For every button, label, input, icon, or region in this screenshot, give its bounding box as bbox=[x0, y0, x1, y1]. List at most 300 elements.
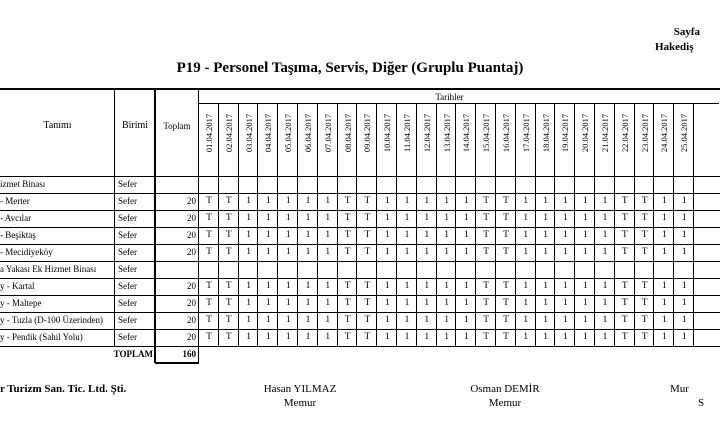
day-mark: 1 bbox=[384, 315, 390, 325]
day-mark: 1 bbox=[523, 196, 529, 206]
day-mark: 1 bbox=[404, 281, 410, 291]
day-mark: 1 bbox=[582, 315, 588, 325]
day-mark: 1 bbox=[404, 213, 410, 223]
date-header bbox=[675, 103, 693, 163]
row-name: - Merter bbox=[0, 196, 30, 206]
row-total: 20 bbox=[187, 315, 196, 325]
date-header-label: 19.04.2017 bbox=[560, 113, 571, 153]
signature-hasan-name: Hasan YILMAZ bbox=[263, 383, 337, 395]
day-mark: T bbox=[364, 315, 371, 325]
date-header bbox=[596, 103, 614, 163]
day-mark: 1 bbox=[662, 298, 667, 308]
row-divider bbox=[0, 261, 720, 262]
day-mark: 1 bbox=[305, 298, 311, 308]
day-mark: T bbox=[364, 196, 371, 206]
day-mark: 1 bbox=[464, 281, 469, 291]
day-mark: 1 bbox=[464, 196, 469, 206]
day-mark: T bbox=[641, 213, 648, 223]
date-header-label: 09.04.2017 bbox=[362, 113, 373, 153]
col-divider-toplam bbox=[154, 88, 156, 363]
day-mark: 1 bbox=[404, 315, 410, 325]
row-unit: Sefer bbox=[118, 332, 137, 342]
day-mark: 1 bbox=[325, 298, 331, 308]
day-mark: 1 bbox=[325, 315, 331, 325]
date-col-divider bbox=[416, 103, 417, 346]
row-unit: Sefer bbox=[118, 281, 137, 291]
row-unit: Sefer bbox=[118, 298, 137, 308]
day-mark: 1 bbox=[246, 230, 251, 240]
day-mark: T bbox=[344, 247, 351, 257]
date-header-label: 03.04.2017 bbox=[243, 113, 254, 153]
day-mark: T bbox=[621, 196, 628, 206]
day-mark: 1 bbox=[563, 298, 568, 308]
day-mark: T bbox=[364, 332, 371, 342]
page-info-line1: Sayfa bbox=[673, 26, 700, 38]
date-header-label: 23.04.2017 bbox=[639, 113, 650, 153]
row-divider bbox=[0, 278, 720, 279]
day-mark: T bbox=[641, 315, 648, 325]
footer-label: TOPLAM bbox=[113, 349, 153, 359]
day-mark: 1 bbox=[543, 213, 548, 223]
day-mark: 1 bbox=[424, 281, 430, 291]
day-mark: T bbox=[621, 298, 628, 308]
day-mark: T bbox=[503, 332, 509, 342]
day-mark: 1 bbox=[602, 196, 608, 206]
day-mark: 1 bbox=[681, 281, 687, 291]
day-mark: 1 bbox=[681, 230, 687, 240]
day-mark: T bbox=[621, 281, 628, 291]
day-mark: T bbox=[225, 298, 232, 308]
row-unit: Sefer bbox=[118, 264, 137, 274]
signature-company bbox=[0, 382, 160, 396]
row-total: 20 bbox=[187, 247, 196, 257]
day-mark: T bbox=[206, 315, 212, 325]
day-mark: T bbox=[225, 315, 232, 325]
day-mark: 1 bbox=[523, 281, 529, 291]
day-mark: 1 bbox=[563, 230, 568, 240]
day-mark: 1 bbox=[543, 332, 548, 342]
day-mark: 1 bbox=[325, 230, 331, 240]
day-mark: 1 bbox=[602, 247, 608, 257]
date-header-label: 17.04.2017 bbox=[520, 113, 531, 153]
date-header bbox=[517, 103, 535, 163]
day-mark: 1 bbox=[464, 315, 469, 325]
signature-hasan bbox=[220, 382, 380, 410]
day-mark: 1 bbox=[285, 298, 291, 308]
day-mark: T bbox=[503, 315, 509, 325]
header-tarihler: Tarihler bbox=[435, 92, 464, 102]
date-header-label: 24.04.2017 bbox=[659, 113, 670, 153]
day-mark: T bbox=[641, 332, 648, 342]
date-header bbox=[279, 103, 297, 163]
date-header bbox=[319, 103, 337, 163]
day-mark: 1 bbox=[384, 247, 390, 257]
row-name: y - Tuzla (D-100 Üzerinden) bbox=[0, 315, 103, 325]
row-unit: Sefer bbox=[118, 247, 137, 257]
day-mark: 1 bbox=[681, 298, 687, 308]
day-mark: 1 bbox=[582, 281, 588, 291]
date-header bbox=[477, 103, 495, 163]
day-mark: 1 bbox=[404, 298, 410, 308]
day-mark: T bbox=[621, 315, 628, 325]
day-mark: T bbox=[641, 247, 648, 257]
day-mark: 1 bbox=[523, 230, 529, 240]
row-unit: Sefer bbox=[118, 315, 137, 325]
day-mark: 1 bbox=[246, 196, 251, 206]
day-mark: 1 bbox=[285, 247, 291, 257]
day-mark: 1 bbox=[563, 315, 568, 325]
day-mark: 1 bbox=[681, 315, 687, 325]
day-mark: 1 bbox=[662, 196, 667, 206]
date-header-label: 18.04.2017 bbox=[540, 113, 551, 153]
date-col-divider bbox=[257, 103, 258, 346]
date-col-divider bbox=[693, 103, 694, 346]
row-unit: Sefer bbox=[118, 213, 137, 223]
header-tanimi: Tanımı bbox=[43, 120, 72, 131]
day-mark: T bbox=[225, 247, 232, 257]
day-mark: 1 bbox=[582, 247, 588, 257]
day-mark: 1 bbox=[266, 332, 271, 342]
day-mark: T bbox=[344, 315, 351, 325]
date-header bbox=[438, 103, 456, 163]
day-mark: 1 bbox=[404, 332, 410, 342]
date-col-divider bbox=[317, 103, 318, 346]
date-header-label: 21.04.2017 bbox=[600, 113, 610, 153]
date-header-label: 05.04.2017 bbox=[283, 113, 294, 153]
row-total: 20 bbox=[187, 196, 196, 206]
day-mark: 1 bbox=[246, 315, 251, 325]
day-mark: T bbox=[225, 281, 232, 291]
day-mark: 1 bbox=[602, 298, 608, 308]
day-mark: 1 bbox=[305, 281, 311, 291]
day-mark: 1 bbox=[246, 281, 251, 291]
day-mark: T bbox=[641, 196, 648, 206]
date-header bbox=[240, 103, 258, 163]
row-total: 20 bbox=[187, 230, 196, 240]
day-mark: T bbox=[621, 247, 628, 257]
row-name: - Avcılar bbox=[0, 213, 32, 223]
day-mark: 1 bbox=[444, 315, 449, 325]
signature-company-name: r Turizm San. Tic. Ltd. Şti. bbox=[0, 383, 127, 395]
date-col-divider bbox=[356, 103, 357, 346]
date-header bbox=[378, 103, 396, 163]
date-header bbox=[537, 103, 555, 163]
row-name: - Mecidiyeköy bbox=[0, 247, 53, 257]
date-header-label: 10.04.2017 bbox=[382, 113, 393, 153]
day-mark: 1 bbox=[662, 213, 667, 223]
signature-fourth-role: S bbox=[698, 397, 705, 409]
day-mark: 1 bbox=[444, 281, 449, 291]
day-mark: T bbox=[483, 315, 490, 325]
header-birimi: Birimi bbox=[121, 120, 149, 131]
day-mark: 1 bbox=[602, 213, 608, 223]
day-mark: T bbox=[483, 247, 490, 257]
day-mark: 1 bbox=[325, 213, 331, 223]
day-mark: 1 bbox=[424, 247, 430, 257]
day-mark: 1 bbox=[681, 196, 687, 206]
day-mark: 1 bbox=[384, 196, 390, 206]
day-mark: 1 bbox=[662, 315, 667, 325]
date-col-divider bbox=[495, 103, 496, 346]
day-mark: 1 bbox=[543, 281, 548, 291]
day-mark: 1 bbox=[266, 196, 271, 206]
date-col-divider bbox=[475, 103, 476, 346]
day-mark: 1 bbox=[285, 196, 291, 206]
page-info-line2: Hakediş bbox=[655, 41, 694, 53]
row-divider bbox=[0, 312, 720, 313]
day-mark: T bbox=[621, 230, 628, 240]
day-mark: 1 bbox=[325, 281, 331, 291]
day-mark: 1 bbox=[523, 315, 529, 325]
signature-hasan-role: Memur bbox=[283, 397, 317, 409]
row-total: 20 bbox=[187, 298, 196, 308]
day-mark: T bbox=[621, 332, 628, 342]
day-mark: T bbox=[641, 281, 648, 291]
day-mark: 1 bbox=[543, 196, 548, 206]
day-mark: 1 bbox=[424, 332, 430, 342]
day-mark: T bbox=[641, 298, 648, 308]
date-header-label: 08.04.2017 bbox=[342, 113, 353, 153]
day-mark: 1 bbox=[582, 332, 588, 342]
day-mark: T bbox=[344, 332, 351, 342]
date-header-label: 20.04.2017 bbox=[580, 113, 591, 153]
day-mark: T bbox=[206, 230, 212, 240]
row-total: 20 bbox=[187, 213, 196, 223]
day-mark: T bbox=[364, 298, 371, 308]
date-col-divider bbox=[436, 103, 437, 346]
date-header-label: 14.04.2017 bbox=[461, 113, 472, 153]
row-divider bbox=[0, 227, 720, 228]
date-col-divider bbox=[673, 103, 674, 346]
date-header bbox=[299, 103, 317, 163]
page-info bbox=[655, 25, 700, 55]
date-col-divider bbox=[218, 103, 219, 346]
row-unit: Sefer bbox=[118, 179, 137, 189]
day-mark: T bbox=[364, 213, 371, 223]
day-mark: T bbox=[503, 230, 509, 240]
page-title: P19 - Personel Taşıma, Servis, Diğer (Gruplu Puantaj) bbox=[176, 60, 524, 76]
day-mark: 1 bbox=[384, 213, 390, 223]
day-mark: 1 bbox=[444, 213, 449, 223]
day-mark: 1 bbox=[523, 213, 529, 223]
date-header bbox=[497, 103, 515, 163]
col-divider-birimi bbox=[114, 88, 115, 346]
footer-bottom-border bbox=[155, 362, 199, 364]
signature-block bbox=[0, 380, 705, 420]
footer-total: 160 bbox=[182, 349, 196, 359]
day-mark: 1 bbox=[285, 332, 291, 342]
day-mark: T bbox=[503, 247, 509, 257]
row-divider bbox=[0, 210, 720, 211]
day-mark: 1 bbox=[325, 196, 331, 206]
row-divider bbox=[0, 193, 720, 194]
date-col-divider bbox=[594, 103, 595, 346]
row-name: y - Maltepe bbox=[0, 298, 42, 308]
day-mark: 1 bbox=[424, 230, 430, 240]
day-mark: T bbox=[344, 196, 351, 206]
row-unit: Sefer bbox=[118, 196, 137, 206]
day-mark: 1 bbox=[444, 230, 449, 240]
day-mark: 1 bbox=[543, 247, 548, 257]
day-mark: 1 bbox=[424, 213, 430, 223]
day-mark: T bbox=[206, 332, 212, 342]
signature-osman-name: Osman DEMİR bbox=[470, 383, 540, 395]
puantaj-table bbox=[0, 88, 720, 363]
day-mark: 1 bbox=[662, 332, 667, 342]
date-header-label: 13.04.2017 bbox=[441, 113, 452, 153]
day-mark: 1 bbox=[444, 247, 449, 257]
day-mark: 1 bbox=[305, 315, 311, 325]
date-header-label: 01.04.2017 bbox=[204, 113, 214, 153]
day-mark: 1 bbox=[464, 298, 469, 308]
date-header-label: 16.04.2017 bbox=[501, 113, 511, 153]
day-mark: 1 bbox=[305, 230, 311, 240]
day-mark: T bbox=[483, 213, 490, 223]
day-mark: T bbox=[206, 196, 212, 206]
day-mark: 1 bbox=[266, 247, 271, 257]
day-mark: 1 bbox=[424, 298, 430, 308]
day-mark: T bbox=[364, 230, 371, 240]
day-mark: 1 bbox=[404, 230, 410, 240]
day-mark: 1 bbox=[266, 281, 271, 291]
row-total: 20 bbox=[187, 332, 196, 342]
day-mark: 1 bbox=[444, 298, 449, 308]
date-header-label: 06.04.2017 bbox=[303, 113, 313, 153]
date-col-divider bbox=[238, 103, 239, 346]
date-header-label: 12.04.2017 bbox=[421, 113, 432, 153]
day-mark: 1 bbox=[266, 298, 271, 308]
day-mark: 1 bbox=[523, 298, 529, 308]
date-header bbox=[418, 103, 436, 163]
row-divider bbox=[0, 244, 720, 245]
day-mark: 1 bbox=[404, 196, 410, 206]
day-mark: 1 bbox=[444, 196, 449, 206]
group-row-title: a Yakası Ek Hizmet Binası bbox=[0, 264, 97, 274]
day-mark: 1 bbox=[424, 315, 430, 325]
date-col-divider bbox=[396, 103, 397, 346]
day-mark: 1 bbox=[681, 247, 687, 257]
day-mark: 1 bbox=[582, 230, 588, 240]
day-mark: 1 bbox=[444, 332, 449, 342]
day-mark: 1 bbox=[563, 247, 568, 257]
date-header-label: 07.04.2017 bbox=[322, 113, 333, 153]
date-header bbox=[616, 103, 634, 163]
day-mark: T bbox=[483, 298, 490, 308]
date-header bbox=[556, 103, 574, 163]
day-mark: 1 bbox=[582, 213, 588, 223]
day-mark: 1 bbox=[246, 332, 251, 342]
day-mark: 1 bbox=[266, 315, 271, 325]
date-col-divider bbox=[574, 103, 575, 346]
date-col-divider bbox=[297, 103, 298, 346]
day-mark: 1 bbox=[543, 298, 548, 308]
day-mark: 1 bbox=[523, 332, 529, 342]
row-name: - Beşiktaş bbox=[0, 230, 36, 240]
day-mark: T bbox=[503, 213, 509, 223]
date-header bbox=[457, 103, 475, 163]
date-header-label: 15.04.2017 bbox=[481, 113, 492, 153]
day-mark: 1 bbox=[246, 298, 251, 308]
date-col-divider bbox=[554, 103, 555, 346]
day-mark: T bbox=[344, 230, 351, 240]
date-header-label: 22.04.2017 bbox=[619, 113, 630, 153]
day-mark: T bbox=[344, 298, 351, 308]
day-mark: T bbox=[641, 230, 648, 240]
day-mark: 1 bbox=[464, 247, 469, 257]
day-mark: 1 bbox=[464, 332, 469, 342]
signature-fourth bbox=[670, 382, 710, 410]
day-mark: T bbox=[206, 247, 212, 257]
date-header-label: 11.04.2017 bbox=[402, 114, 412, 152]
day-mark: 1 bbox=[285, 230, 291, 240]
day-mark: T bbox=[364, 247, 371, 257]
day-mark: 1 bbox=[543, 230, 548, 240]
row-name: y - Pendik (Sahil Yolu) bbox=[0, 332, 83, 342]
day-mark: T bbox=[344, 213, 351, 223]
day-mark: 1 bbox=[305, 247, 311, 257]
date-col-divider bbox=[614, 103, 615, 346]
row-divider bbox=[0, 329, 720, 330]
day-mark: 1 bbox=[384, 298, 390, 308]
day-mark: 1 bbox=[464, 213, 469, 223]
date-col-divider bbox=[376, 103, 377, 346]
day-mark: T bbox=[206, 281, 212, 291]
day-mark: 1 bbox=[285, 315, 291, 325]
header-bottom-border bbox=[0, 176, 720, 177]
date-header bbox=[339, 103, 357, 163]
day-mark: 1 bbox=[285, 281, 291, 291]
day-mark: 1 bbox=[246, 213, 251, 223]
day-mark: T bbox=[364, 281, 371, 291]
day-mark: T bbox=[225, 332, 232, 342]
date-col-divider bbox=[337, 103, 338, 346]
day-mark: 1 bbox=[602, 230, 608, 240]
day-mark: 1 bbox=[563, 196, 568, 206]
day-mark: T bbox=[483, 196, 490, 206]
day-mark: 1 bbox=[602, 315, 608, 325]
row-unit: Sefer bbox=[118, 230, 137, 240]
day-mark: 1 bbox=[464, 230, 469, 240]
day-mark: T bbox=[483, 230, 490, 240]
day-mark: 1 bbox=[404, 247, 410, 257]
date-header bbox=[358, 103, 376, 163]
date-header-label: 25.04.2017 bbox=[679, 113, 690, 153]
date-col-divider bbox=[653, 103, 654, 346]
day-mark: 1 bbox=[602, 281, 608, 291]
day-mark: T bbox=[344, 281, 351, 291]
date-header bbox=[398, 103, 416, 163]
day-mark: 1 bbox=[563, 332, 568, 342]
day-mark: 1 bbox=[266, 213, 271, 223]
day-mark: 1 bbox=[246, 247, 251, 257]
date-col-divider bbox=[535, 103, 536, 346]
day-mark: 1 bbox=[384, 332, 390, 342]
day-mark: T bbox=[503, 196, 509, 206]
day-mark: 1 bbox=[662, 247, 667, 257]
day-mark: 1 bbox=[662, 281, 667, 291]
day-mark: T bbox=[503, 281, 509, 291]
row-total: 20 bbox=[187, 281, 196, 291]
day-mark: 1 bbox=[662, 230, 667, 240]
date-header-label: 02.04.2017 bbox=[223, 113, 234, 153]
day-mark: 1 bbox=[325, 332, 331, 342]
col-divider-dates bbox=[198, 88, 199, 363]
table-top-border bbox=[0, 88, 720, 90]
day-mark: T bbox=[483, 332, 490, 342]
day-mark: 1 bbox=[305, 196, 311, 206]
day-mark: 1 bbox=[305, 332, 311, 342]
day-mark: 1 bbox=[681, 332, 687, 342]
